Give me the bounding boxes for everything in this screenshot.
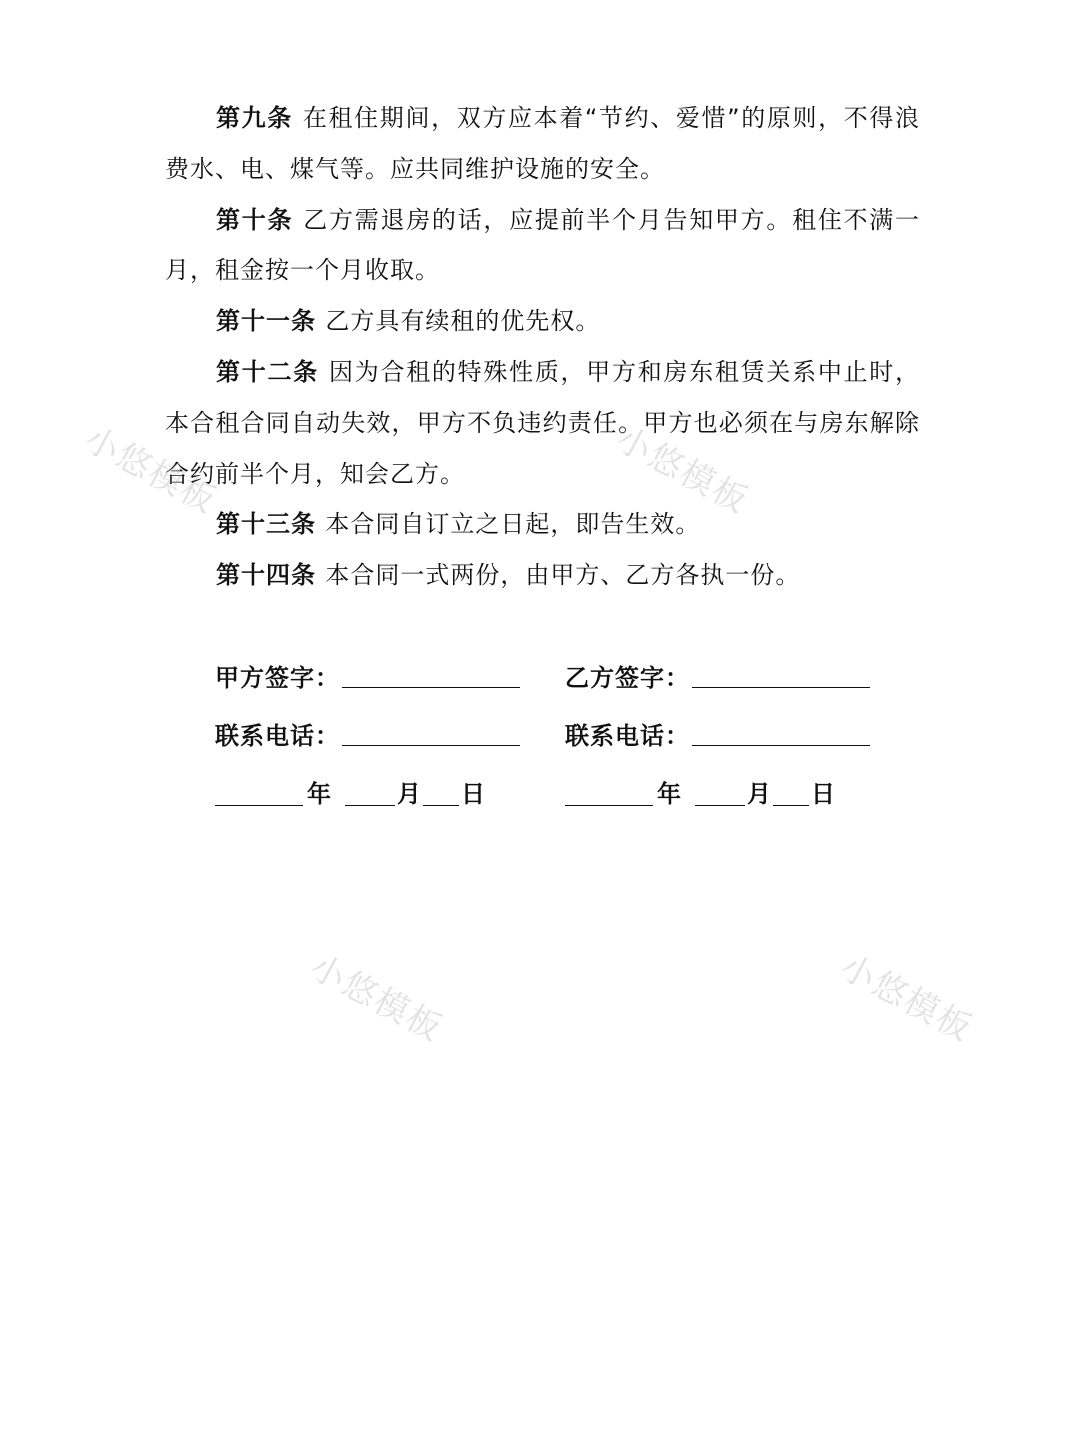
party-b-signature xyxy=(565,657,915,693)
party-a-year-blank[interactable] xyxy=(215,775,303,806)
watermark: 小悠模板 xyxy=(609,419,756,522)
month-label: 月 xyxy=(397,780,421,808)
article-text: 乙方具有续租的优先权。 xyxy=(325,307,601,336)
party-b-phone-blank[interactable] xyxy=(692,715,870,746)
article-text: 在租住期间，双方应本着“节约、爱惜”的原则，不得浪费水、电、煤气等。应共同维护设施的安全。 xyxy=(165,104,920,183)
article-10 xyxy=(165,195,920,297)
party-a-date xyxy=(215,774,565,811)
watermark: 小悠模板 xyxy=(77,419,224,522)
party-a-phone xyxy=(215,715,565,751)
article-13 xyxy=(165,499,920,550)
party-a-month-blank[interactable] xyxy=(345,775,395,806)
party-a-phone-label: 联系电话： xyxy=(215,722,340,750)
party-b-sign-label: 乙方签字： xyxy=(565,664,690,692)
article-text: 本合同自订立之日起，即告生效。 xyxy=(325,510,701,539)
party-a-sign-blank[interactable] xyxy=(342,657,520,688)
article-title: 第十四条 xyxy=(216,561,316,590)
party-b-month-blank[interactable] xyxy=(695,775,745,806)
party-b-year-blank[interactable] xyxy=(565,775,653,806)
article-title: 第十一条 xyxy=(216,307,316,336)
watermark: 小悠模板 xyxy=(833,947,980,1050)
article-text: 因为合租的特殊性质，甲方和房东租赁关系中止时，本合租合同自动失效，甲方不负违约责任。甲方也必须在与房东解除合约前半个月，知会乙方。 xyxy=(165,357,921,488)
article-title: 第十三条 xyxy=(216,510,316,539)
article-text: 本合同一式两份，由甲方、乙方各执一份。 xyxy=(325,561,801,590)
article-14 xyxy=(165,550,920,601)
article-9 xyxy=(165,93,920,195)
watermark: 小悠模板 xyxy=(303,947,450,1050)
party-a-signature xyxy=(215,657,565,693)
signature-block xyxy=(215,635,915,811)
party-b-date xyxy=(565,774,915,811)
article-12 xyxy=(165,347,920,499)
party-b-day-blank[interactable] xyxy=(773,775,809,806)
article-title: 第十二条 xyxy=(216,357,319,386)
phone-row xyxy=(215,693,915,751)
party-b-sign-blank[interactable] xyxy=(692,657,870,688)
party-b-phone-label: 联系电话： xyxy=(565,722,690,750)
article-11 xyxy=(165,296,920,347)
article-text: 乙方需退房的话，应提前半个月告知甲方。租住不满一月，租金按一个月收取。 xyxy=(165,205,921,285)
article-title: 第十条 xyxy=(216,205,294,234)
article-title: 第九条 xyxy=(216,104,293,132)
date-row xyxy=(215,751,915,811)
day-label: 日 xyxy=(461,780,485,808)
party-a-sign-label: 甲方签字： xyxy=(215,664,340,692)
contract-articles xyxy=(165,93,920,601)
party-a-phone-blank[interactable] xyxy=(342,715,520,746)
day-label: 日 xyxy=(811,780,835,808)
year-label: 年 xyxy=(307,780,331,808)
party-b-phone xyxy=(565,715,915,751)
signature-row xyxy=(215,635,915,693)
party-a-day-blank[interactable] xyxy=(423,775,459,806)
month-label: 月 xyxy=(747,780,771,808)
year-label: 年 xyxy=(657,780,681,808)
